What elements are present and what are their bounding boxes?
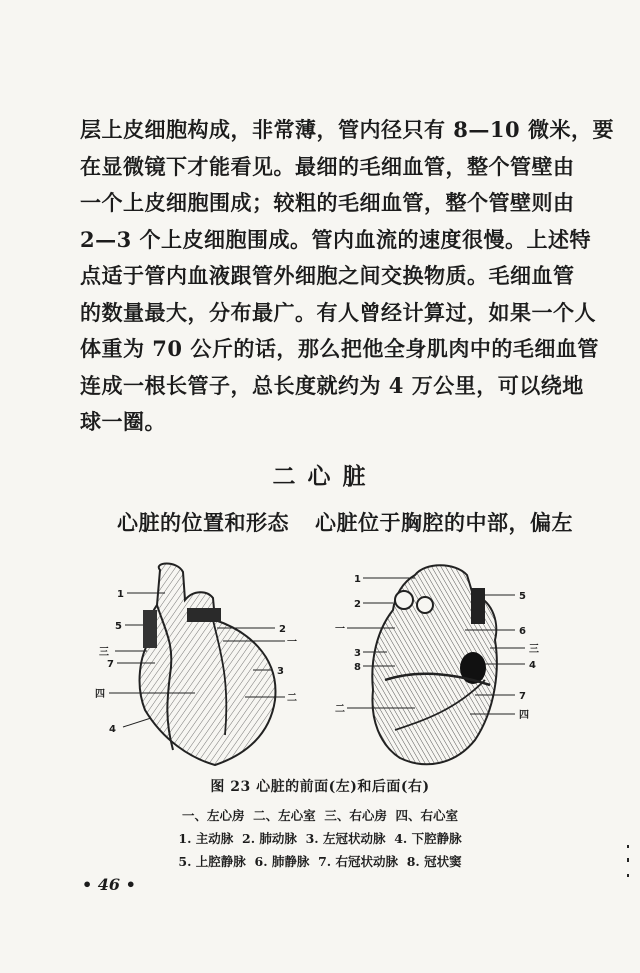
front-label: 4 — [109, 724, 116, 735]
back-label: 1 — [354, 574, 361, 585]
front-label: 三 — [99, 647, 109, 658]
back-label: 6 — [519, 626, 526, 637]
front-label: 1 — [117, 589, 124, 600]
figure-legend-line: 一、左心房 二、左心室 三、右心房 四、右心室 — [181, 808, 459, 823]
body-line: 点适于管内血液跟管外细胞之间交换物质。毛细血管 — [80, 263, 575, 288]
body-line: 球一圈。 — [80, 409, 166, 434]
front-label: 3 — [277, 666, 284, 677]
subsection-paragraph — [117, 507, 573, 537]
scan-specks — [625, 840, 631, 900]
body-line: 连成一根长管子，总长度就约为 4 万公里，可以绕地 — [80, 372, 584, 398]
back-label: 三 — [529, 644, 539, 655]
figure-legend-line: 5. 上腔静脉 6. 肺静脉 7. 右冠状动脉 8. 冠状窦 — [178, 854, 462, 869]
front-label: 二 — [287, 693, 297, 704]
back-superior-vena-cava — [471, 588, 485, 624]
back-label: 四 — [519, 710, 529, 721]
body-line: 在显微镜下才能看见。最细的毛细血管，整个管壁由 — [80, 153, 575, 179]
back-label: 2 — [354, 599, 361, 610]
back-vessel-opening — [417, 597, 433, 613]
body-line: 的数量最大，分布最广。有人曾经计算过，如果一个人 — [80, 299, 596, 325]
body-line: 体重为 70 公斤的话，那么把他全身肌肉中的毛细血管 — [80, 336, 599, 361]
back-vessel-opening — [395, 591, 413, 609]
subsection-text: 心脏位于胸腔的中部，偏左 — [315, 510, 573, 535]
front-label: 5 — [115, 621, 122, 632]
front-heart-shape — [140, 564, 276, 766]
back-label: 4 — [529, 660, 536, 671]
figure-caption: 图 23 心脏的前面(左)和后面(右) — [210, 779, 430, 795]
body-line: 层上皮细胞构成，非常薄，管内径只有 8—10 微米，要 — [80, 117, 614, 142]
back-label: 5 — [519, 591, 526, 602]
front-label: 四 — [95, 689, 105, 700]
heart-figure — [95, 560, 560, 775]
page-number: • 46 • — [82, 875, 136, 894]
front-label: 一 — [287, 637, 297, 648]
body-paragraph — [80, 112, 614, 441]
back-label: 8 — [354, 662, 361, 673]
front-label: 2 — [279, 624, 286, 635]
back-label: 3 — [354, 648, 361, 659]
figure-legend-line: 1. 主动脉 2. 肺动脉 3. 左冠状动脉 4. 下腔静脉 — [178, 831, 462, 846]
back-label: 二 — [335, 704, 345, 715]
heart-front-view — [140, 564, 276, 766]
body-line: 一个上皮细胞围成；较粗的毛细血管，整个管壁则由 — [80, 190, 575, 215]
section-heading: 二 心 脏 — [272, 463, 368, 490]
heart-back-view — [372, 565, 496, 764]
back-label: 7 — [519, 691, 526, 702]
subsection-title: 心脏的位置和形态 — [117, 510, 289, 535]
front-label: 7 — [107, 659, 114, 670]
body-line: 2—3 个上皮细胞围成。管内血流的速度很慢。上述特 — [80, 226, 592, 252]
heart-illustration — [95, 560, 560, 775]
front-vena-cava — [143, 610, 157, 648]
front-pulmonary-trunk — [187, 608, 221, 622]
back-label: 一 — [335, 624, 345, 635]
